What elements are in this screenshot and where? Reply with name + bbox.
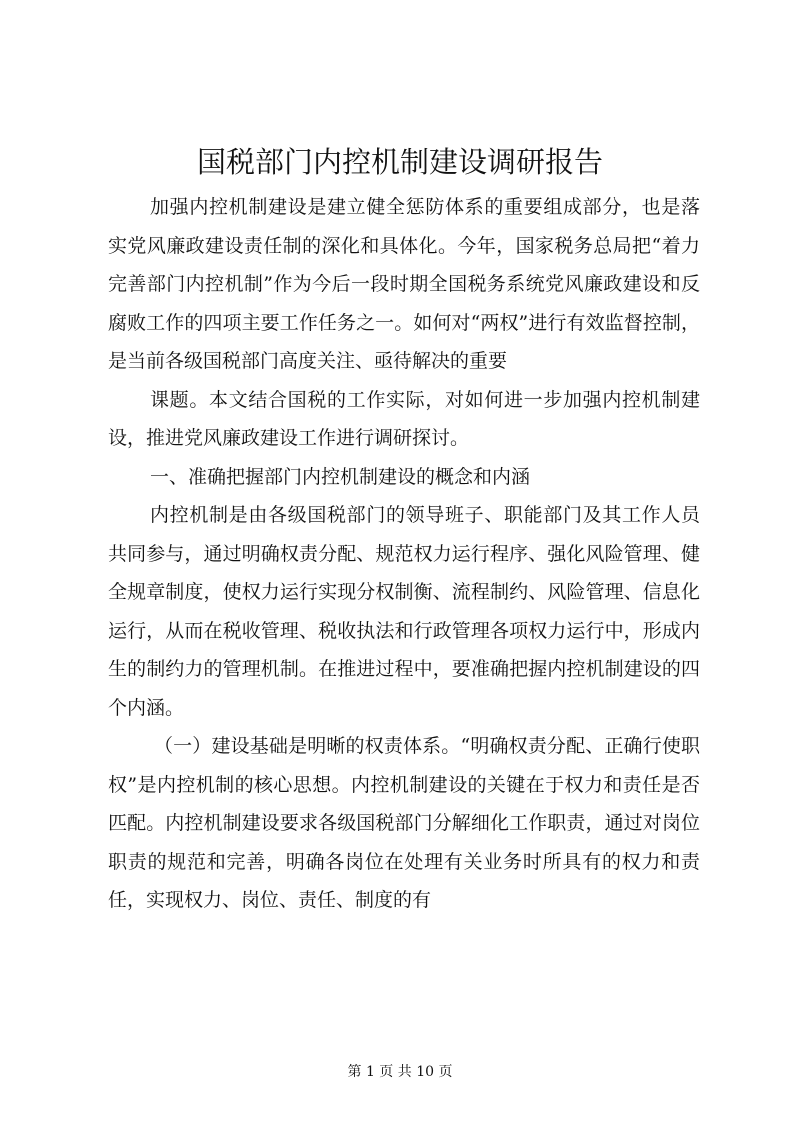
paragraph-intro: 加强内控机制建设是建立健全惩防体系的重要组成部分，也是落实党风廉政建设责任制的深化和具体化。今年，国家税务总局把“着力完善部门内控机制”作为今后一段时期全国税务系统党风廉政建设和反腐败工作的四项主要工作任务之一。如何对“两权”进行有效监督控制，是当前各级国税部门高度关注、亟待解决的重要 (108, 196, 700, 372)
document-body (108, 188, 700, 920)
page-number: 第 1 页 共 10 页 (347, 1064, 453, 1080)
page-footer (0, 1062, 800, 1082)
paragraph-topic: 课题。本文结合国税的工作实际，对如何进一步加强内控机制建设，推进党风廉政建设工作进行调研探讨。 (108, 388, 700, 449)
paragraph-definition: 内控机制是由各级国税部门的领导班子、职能部门及其工作人员共同参与，通过明确权责分配、规范权力运行程序、强化风险管理、健全规章制度，使权力运行实现分权制衡、流程制约、风险管理、信息化运行，从而在税收管理、税收执法和行政管理各项权力运行中，形成内生的制约力的管理机制。在推进过程中，要准确把握内控机制建设的四个内涵。 (108, 504, 700, 719)
paragraph-subsection-1: （一）建设基础是明晰的权责体系。“明确权责分配、正确行使职权”是内控机制的核心思想。内控机制建设的关键在于权力和责任是否匹配。内控机制建设要求各级国税部门分解细化工作职责，通过对岗位职责的规范和完善，明确各岗位在处理有关业务时所具有的权力和责任，实现权力、岗位、责任、制度的有 (108, 735, 700, 911)
section-heading-1: 一、准确把握部门内控机制建设的概念和内涵 (150, 465, 531, 488)
document-title: 国税部门内控机制建设调研报告 (196, 145, 603, 179)
